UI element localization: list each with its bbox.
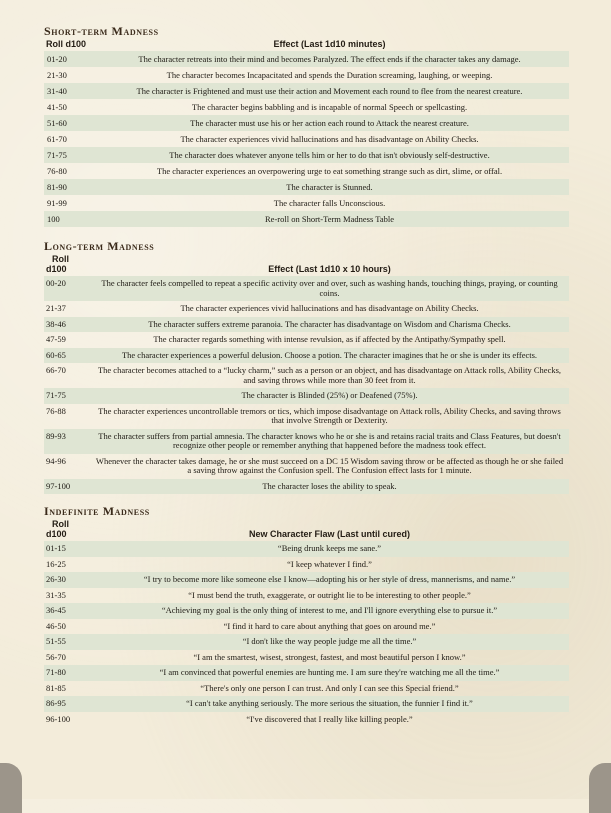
roll-label: Roll	[52, 519, 69, 529]
roll-range-cell: 97-100	[44, 479, 90, 495]
effect-column-header: Effect (Last 1d10 x 10 hours)	[268, 264, 391, 274]
table-row	[44, 115, 569, 131]
short-term-madness-table	[44, 38, 569, 227]
table-row	[44, 404, 569, 429]
roll-range-cell: 47-59	[46, 334, 66, 344]
table-row	[44, 681, 569, 697]
roll-range-cell: 31-35	[46, 589, 66, 600]
description-cell: The character must use his or her action each round to Attack the nearest creature.	[90, 115, 569, 131]
table-row	[44, 588, 569, 604]
roll-range-cell: 66-70	[46, 365, 66, 375]
table-row	[44, 179, 569, 195]
table-row	[44, 99, 569, 115]
roll-range-cell: 26-30	[44, 572, 90, 588]
description-cell: “I am convinced that powerful enemies are hunting me. I am sure they're watching me all the time.”	[90, 665, 569, 681]
effect-column-header: Effect (Last 1d10 minutes)	[273, 39, 386, 49]
table-row	[44, 712, 569, 728]
table-row	[44, 195, 569, 211]
roll-range-cell: 16-25	[46, 558, 66, 569]
table-row	[44, 67, 569, 83]
table-row	[44, 557, 569, 573]
die-label: d100	[46, 529, 67, 539]
description-cell: The character is Blinded (25%) or Deafened (75%).	[90, 388, 569, 404]
roll-column-header	[44, 518, 90, 541]
table-row	[44, 388, 569, 404]
table-row	[44, 363, 569, 388]
table-row	[44, 301, 569, 317]
roll-range-cell: 71-80	[44, 665, 90, 681]
short-term-madness-title: Short-term Madness	[44, 24, 159, 38]
description-cell: The character regards something with intense revulsion, as if affected by the Antipathy/Sympathy spell.	[153, 334, 506, 344]
description-cell: The character becomes attached to a “lucky charm,” such as a person or an object, and has disadvantage on Attack rolls, Ability Checks, and saving throws while more than 30 feet from it.	[97, 365, 562, 385]
roll-range-cell: 71-75	[44, 147, 90, 163]
die-label: d100	[46, 264, 67, 274]
roll-range-cell: 94-96	[46, 455, 66, 466]
table-header-row	[44, 253, 569, 276]
roll-range-cell: 01-15	[44, 541, 90, 557]
roll-range-cell: 31-40	[44, 83, 90, 99]
roll-range-cell: 91-99	[47, 198, 67, 208]
indefinite-madness-title: Indefinite Madness	[44, 504, 150, 518]
table-row	[44, 51, 569, 67]
roll-range-cell: 01-20	[44, 51, 90, 67]
description-cell: “There's only one person I can trust. And only I can see this Special friend.”	[200, 682, 459, 693]
description-cell: The character suffers from partial amnesia. The character knows who he or she is and retains racial traits and Class Features, but doesn't recognize other people or remember anything that happened before the madness took effect.	[90, 429, 569, 454]
description-cell: The character is Stunned.	[90, 179, 569, 195]
roll-range-cell: 86-95	[44, 696, 90, 712]
roll-range-cell: 41-50	[47, 102, 67, 112]
roll-range-cell: 61-70	[47, 134, 67, 144]
description-cell: “I've discovered that I really like killing people.”	[246, 713, 413, 724]
description-cell: “Achieving my goal is the only thing of interest to me, and I'll ignore everything else to pursue it.”	[90, 603, 569, 619]
table-header-row	[44, 518, 569, 541]
roll-range-cell: 46-50	[46, 620, 66, 631]
description-cell: “I must bend the truth, exaggerate, or outright lie to be interesting to other people.”	[188, 589, 471, 600]
table-row	[44, 348, 569, 364]
table-row	[44, 332, 569, 348]
description-cell: The character suffers extreme paranoia. The character has disadvantage on Wisdom and Charisma Checks.	[90, 317, 569, 333]
description-cell: The character experiences a powerful delusion. Choose a potion. The character imagines that he or she is under its effects.	[90, 348, 569, 364]
roll-range-cell: 21-37	[46, 303, 66, 313]
indefinite-madness-table	[44, 518, 569, 727]
description-cell: The character experiences vivid hallucinations and has disadvantage on Ability Checks.	[180, 134, 479, 144]
description-cell: Whenever the character takes damage, he or she must succeed on a DC 15 Wisdom saving throw or be affected as though he or she failed a saving throw against the Confusion spell. The Confusion effect lasts for 1 minute.	[95, 455, 564, 475]
description-cell: The character experiences uncontrollable tremors or tics, which impose disadvantage on Attack rolls, Ability Checks, and saving throws that involve Strength or Dexterity.	[98, 405, 561, 425]
table-row	[44, 317, 569, 333]
table-row	[44, 147, 569, 163]
description-cell: “I try to become more like someone else I know—adopting his or her style of dress, mannerisms, and name.”	[90, 572, 569, 588]
description-cell: The character begins babbling and is incapable of normal Speech or spellcasting.	[191, 102, 468, 112]
table-row	[44, 479, 569, 495]
roll-label: Roll	[52, 254, 69, 264]
description-cell: The character does whatever anyone tells him or her to do that isn't obviously self-destructive.	[90, 147, 569, 163]
page-content	[44, 24, 569, 727]
table-row	[44, 603, 569, 619]
roll-range-cell: 96-100	[46, 713, 71, 724]
description-cell: The character becomes Incapacitated and spends the Duration screaming, laughing, or weeping.	[166, 70, 493, 80]
roll-range-cell: 76-88	[46, 405, 66, 416]
table-row	[44, 696, 569, 712]
page-corner-tab-left	[0, 763, 22, 813]
description-cell: “I am the smartest, wisest, strongest, fastest, and most beautiful person I know.”	[193, 651, 466, 662]
roll-range-cell: 38-46	[44, 317, 90, 333]
roll-range-cell: 21-30	[47, 70, 67, 80]
roll-column-header: Roll d100	[46, 39, 87, 49]
description-cell: The character retreats into their mind and becomes Paralyzed. The effect ends if the character takes any damage.	[90, 51, 569, 67]
description-cell: The character feels compelled to repeat a specific activity over and over, such as washing hands, touching things, praying, or counting coins.	[90, 276, 569, 301]
table-row	[44, 131, 569, 147]
description-cell: The character falls Unconscious.	[273, 198, 386, 208]
table-row	[44, 211, 569, 227]
table-row	[44, 665, 569, 681]
description-cell: “I can't take anything seriously. The more serious the situation, the funnier I find it.”	[90, 696, 569, 712]
description-cell: The character loses the ability to speak.	[90, 479, 569, 495]
roll-range-cell: 00-20	[44, 276, 90, 301]
long-term-madness-table	[44, 253, 569, 494]
table-row	[44, 619, 569, 635]
table-row	[44, 163, 569, 179]
long-term-madness-title: Long-term Madness	[44, 239, 155, 253]
table-row	[44, 541, 569, 557]
table-header-row	[44, 38, 569, 51]
roll-range-cell: 36-45	[44, 603, 90, 619]
table-row	[44, 454, 569, 479]
roll-range-cell: 81-85	[46, 682, 66, 693]
roll-range-cell: 71-75	[44, 388, 90, 404]
long-term-madness-section	[44, 239, 569, 494]
indefinite-madness-section	[44, 504, 569, 727]
description-cell: The character is Frightened and must use their action and Movement each round to flee from the nearest creature.	[90, 83, 569, 99]
roll-range-cell: 89-93	[44, 429, 90, 454]
short-term-madness-section	[44, 24, 569, 227]
flaw-column-header: New Character Flaw (Last until cured)	[248, 529, 411, 539]
roll-column-header	[44, 253, 90, 276]
description-cell: “I don't like the way people judge me all the time.”	[90, 634, 569, 650]
description-cell: The character experiences an overpowering urge to eat something strange such as dirt, slime, or offal.	[156, 166, 503, 176]
table-row	[44, 83, 569, 99]
table-row	[44, 572, 569, 588]
roll-range-cell: 51-60	[44, 115, 90, 131]
roll-range-cell: 100	[44, 211, 90, 227]
roll-range-cell: 76-80	[47, 166, 67, 176]
roll-range-cell: 51-55	[44, 634, 90, 650]
page-corner-tab-right	[589, 763, 611, 813]
description-cell: Re-roll on Short-Term Madness Table	[90, 211, 569, 227]
roll-range-cell: 56-70	[46, 651, 66, 662]
table-row	[44, 276, 569, 301]
table-row	[44, 429, 569, 454]
description-cell: “I keep whatever I find.”	[287, 558, 372, 569]
description-cell: “I find it hard to care about anything that goes on around me.”	[223, 620, 436, 631]
description-cell: “Being drunk keeps me sane.”	[90, 541, 569, 557]
table-row	[44, 650, 569, 666]
table-row	[44, 634, 569, 650]
roll-range-cell: 60-65	[44, 348, 90, 364]
description-cell: The character experiences vivid hallucinations and has disadvantage on Ability Checks.	[180, 303, 479, 313]
roll-range-cell: 81-90	[44, 179, 90, 195]
